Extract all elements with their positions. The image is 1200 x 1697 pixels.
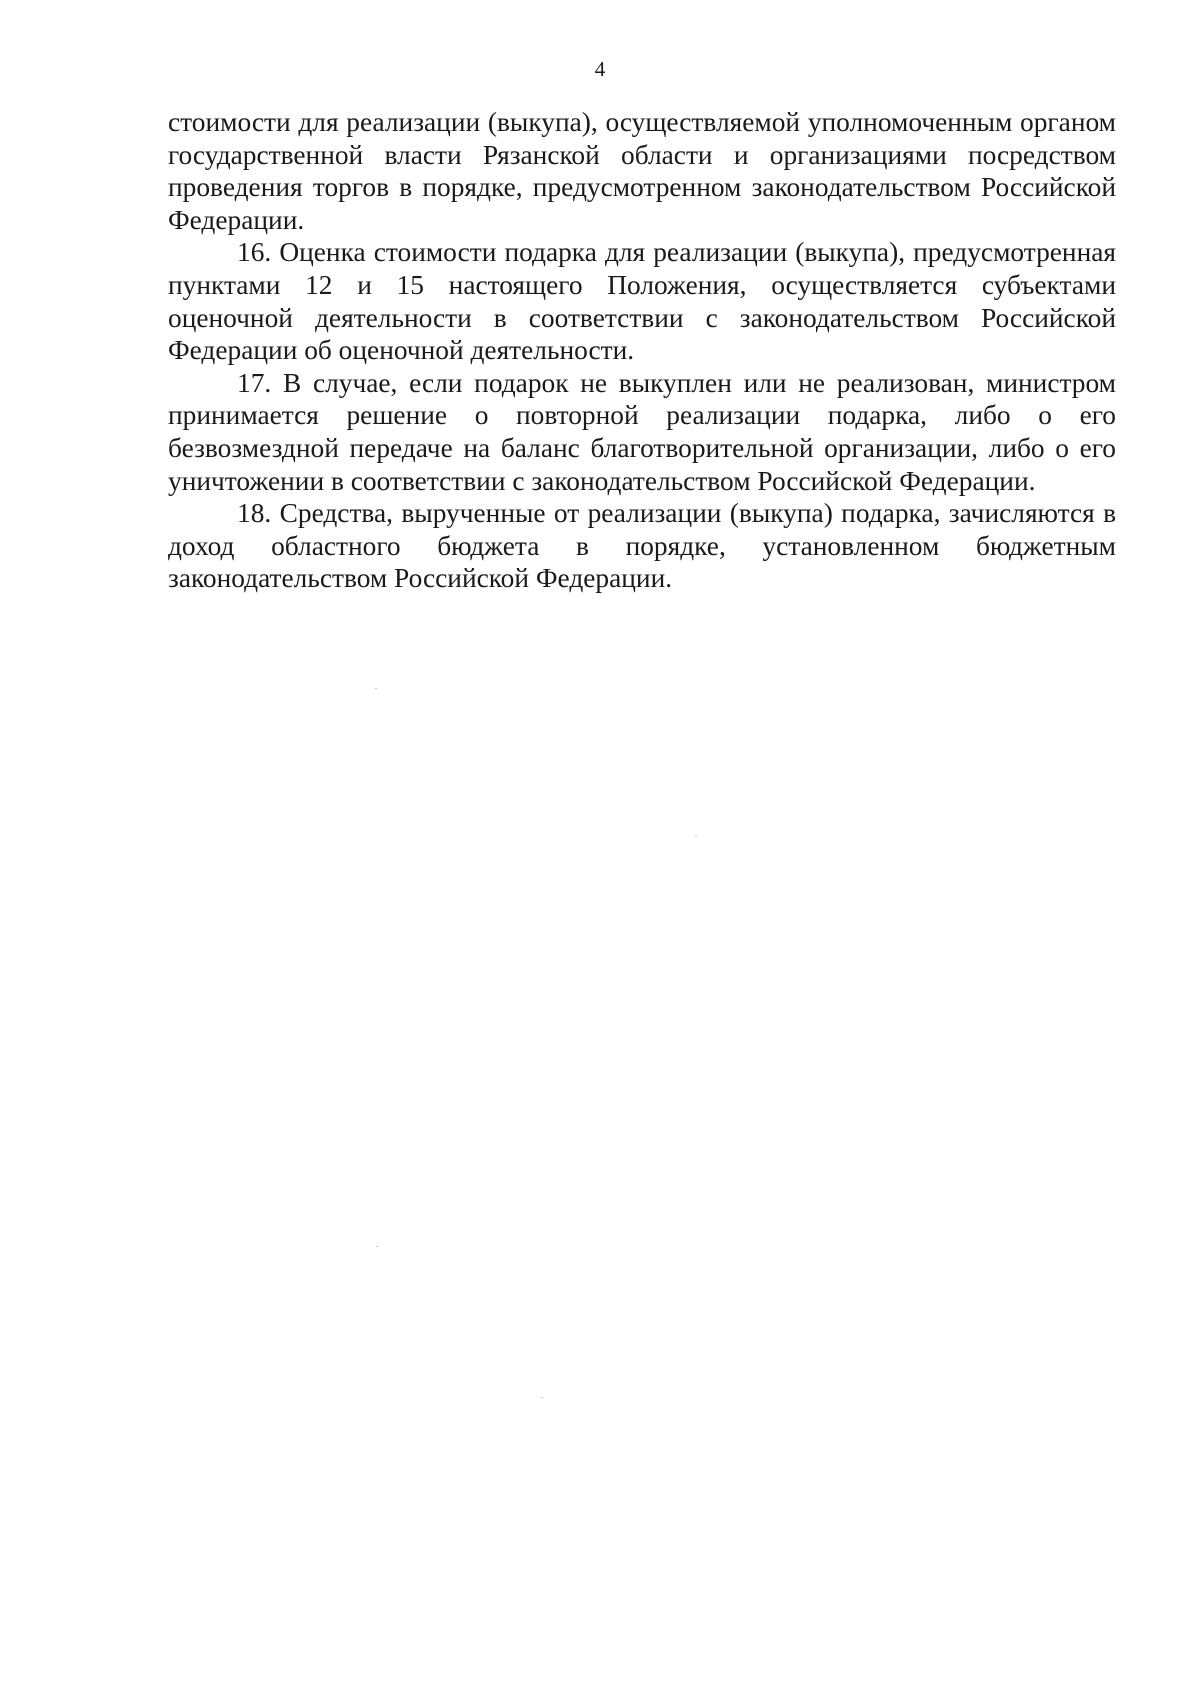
document-body (168, 106, 1116, 595)
scan-speck (695, 836, 697, 837)
paragraph-17: 17. В случае, если подарок не выкуплен или не реализован, министром принимается решение о повторной реализации подарка, либо о его безвозмездной передаче на баланс благотворительной организации, либо о его уничтожении в соответствии с законодательством Российской Федерации. (168, 367, 1116, 496)
page-number: 4 (594, 57, 606, 81)
paragraph-16: 16. Оценка стоимости подарка для реализации (выкупа), предусмотренная пунктами 12 и 15 настоящего Положения, осуществляется субъектами оценочной деятельности в соответствии с законодательством Российской Федерации об оценочной деятельности. (168, 237, 1116, 366)
scan-speck (376, 1246, 378, 1247)
scan-speck (375, 688, 377, 689)
paragraph-continuation: стоимости для реализации (выкупа), осуществляемой уполномоченным органом государственной власти Рязанской области и организациями посредством проведения торгов в порядке, предусмотренном законодательством Российской Федерации. (168, 107, 1116, 235)
scan-speck (541, 1397, 543, 1398)
paragraph-18: 18. Средства, вырученные от реализации (выкупа) подарка, зачисляются в доход областного бюджета в порядке, установленном бюджетным законодательством Российской Федерации. (168, 498, 1116, 594)
